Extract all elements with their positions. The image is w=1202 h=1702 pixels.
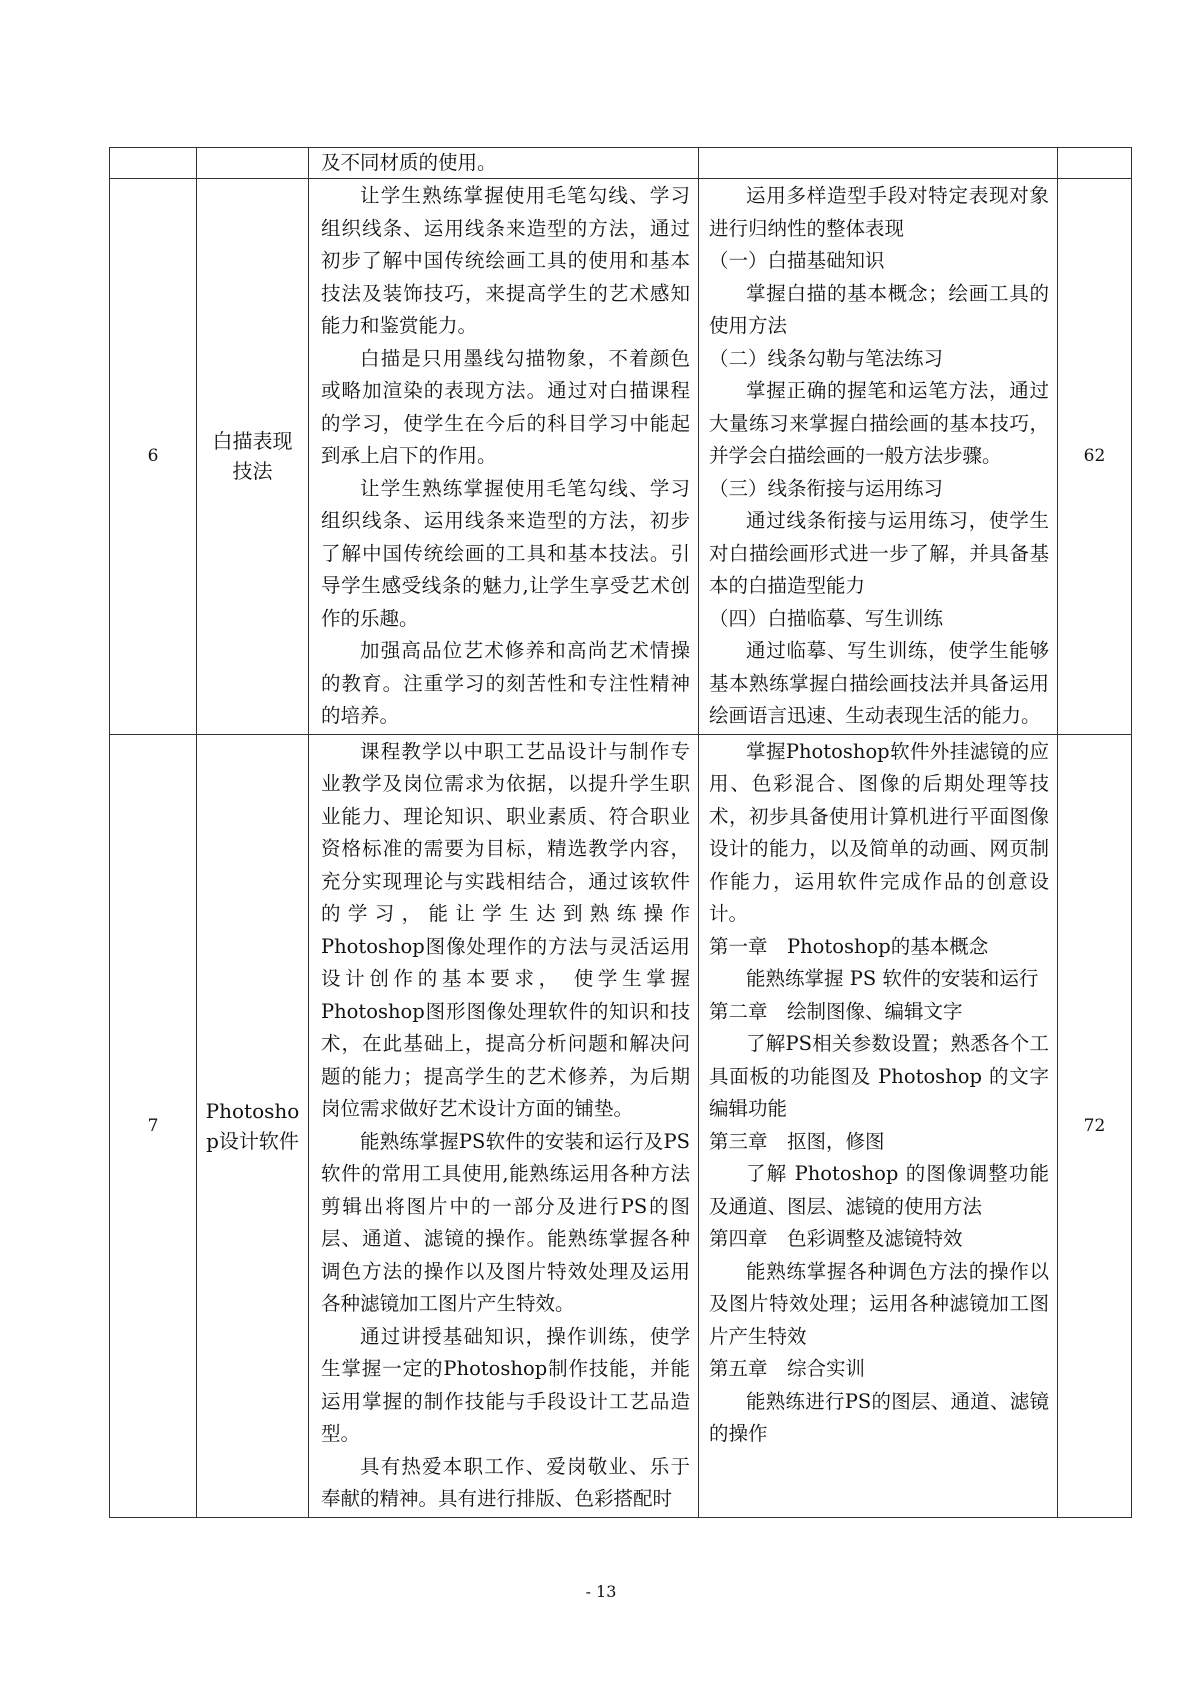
content-paragraph: 通过线条衔接与运用练习，使学生对白描绘画形式进一步了解，并具备基本的白描造型能力	[709, 509, 1049, 597]
content-heading: （一）白描基础知识	[709, 249, 885, 272]
content-paragraph: 能熟练掌握 PS 软件的安装和运行	[746, 967, 1039, 990]
content-heading: 第二章 绘制图像、编辑文字	[709, 999, 963, 1023]
table-row-6	[110, 179, 1132, 735]
cell-goal	[309, 179, 699, 735]
course-table	[109, 147, 1132, 1518]
table-row-continuation	[110, 148, 1132, 179]
goal-paragraph: 通过讲授基础知识，操作训练，使学生掌握一定的Photoshop制作技能，并能运用掌握的制作技能与手段设计工艺品造型。	[321, 1324, 690, 1445]
content-paragraph: 了解 Photoshop 的图像调整功能及通道、图层、滤镜的使用方法	[709, 1162, 1049, 1218]
cell-no: 7	[110, 734, 197, 1517]
content-paragraph: 运用多样造型手段对特定表现对象进行归纳性的整体表现	[709, 184, 1049, 240]
page-number: - 13	[585, 1582, 617, 1601]
goal-paragraph: 具有热爱本职工作、爱岗敬业、乐于奉献的精神。具有进行排版、色彩搭配时	[321, 1454, 690, 1510]
table-row-7	[110, 734, 1132, 1517]
cell-hours	[1058, 148, 1132, 179]
cell-hours: 72	[1058, 734, 1132, 1517]
content-paragraph: 通过临摹、写生训练，使学生能够基本熟练掌握白描绘画技法并具备运用绘画语言迅速、生动表现生活的能力。	[709, 639, 1049, 727]
goal-paragraph: 课程教学以中职工艺品设计与制作专业教学及岗位需求为依据，以提升学生职业能力、理论知识、职业素质、符合职业资格标准的需要为目标，精选教学内容，充分实现理论与实践相结合，通过该软件的学习，能让学生达到熟练操作Photoshop图像处理作的方法与灵活运用设计创作的基本要求， 使学生掌握Photoshop图形图像处理软件的知识和技术，在此基础上，提高分析问题和解决问题的能力；提高学生的艺术修养，为后期岗位需求做好艺术设计方面的铺垫。	[321, 739, 690, 1120]
cell-content	[699, 179, 1058, 735]
content-paragraph: 了解PS相关参数设置；熟悉各个工具面板的功能图及 Photoshop 的文字编辑功能	[709, 1032, 1049, 1120]
goal-paragraph: 能熟练掌握PS软件的安装和运行及PS软件的常用工具使用,能熟练运用各种方法剪辑出将图片中的一部分及进行PS的图层、通道、滤镜的操作。能熟练掌握各种调色方法的操作以及图片特效处理及运用各种滤镜加工图片产生特效。	[321, 1129, 690, 1315]
goal-paragraph: 让学生熟练掌握使用毛笔勾线、学习组织线条、运用线条来造型的方法，初步了解中国传统绘画的工具和基本技法。引导学生感受线条的魅力,让学生享受艺术创作的乐趣。	[321, 476, 690, 630]
content-paragraph: 能熟练掌握各种调色方法的操作以及图片特效处理；运用各种滤镜加工图片产生特效	[709, 1259, 1049, 1348]
content-paragraph: 掌握正确的握笔和运笔方法，通过大量练习来掌握白描绘画的基本技巧，并学会白描绘画的一般方法步骤。	[709, 379, 1049, 467]
content-heading: 第一章 Photoshop的基本概念	[709, 934, 989, 958]
cell-hours: 62	[1058, 179, 1132, 735]
content-paragraph: 能熟练进行PS的图层、通道、滤镜的操作	[709, 1389, 1049, 1445]
content-heading: 第四章 色彩调整及滤镜特效	[709, 1227, 963, 1250]
content-heading: 第三章 抠图，修图	[709, 1129, 885, 1153]
cell-goal	[309, 734, 699, 1517]
content-heading: （二）线条勾勒与笔法练习	[709, 346, 944, 370]
cell-no: 6	[110, 179, 197, 735]
content-heading: （三）线条衔接与运用练习	[709, 476, 944, 500]
cell-name: Photoshop设计软件	[197, 734, 309, 1517]
content-paragraph: 掌握白描的基本概念；绘画工具的使用方法	[709, 281, 1049, 337]
cell-content	[699, 148, 1058, 179]
cell-name: 白描表现技法	[197, 179, 309, 735]
goal-paragraph: 及不同材质的使用。	[321, 151, 497, 174]
cell-no	[110, 148, 197, 179]
goal-paragraph: 白描是只用墨线勾描物象，不着颜色或略加渲染的表现方法。通过对白描课程的学习，使学生在今后的科目学习中能起到承上启下的作用。	[321, 346, 690, 467]
goal-paragraph: 让学生熟练掌握使用毛笔勾线、学习组织线条、运用线条来造型的方法，通过初步了解中国传统绘画工具的使用和基本技法及装饰技巧，来提高学生的艺术感知能力和鉴赏能力。	[321, 184, 690, 337]
cell-content	[699, 734, 1058, 1517]
cell-goal	[309, 148, 699, 179]
cell-name	[197, 148, 309, 179]
content-heading: （四）白描临摹、写生训练	[709, 606, 944, 630]
content-paragraph: 掌握Photoshop软件外挂滤镜的应用、色彩混合、图像的后期处理等技术，初步具备使用计算机进行平面图像设计的能力，以及简单的动画、网页制作能力，运用软件完成作品的创意设计。	[709, 739, 1049, 925]
content-heading: 第五章 综合实训	[709, 1357, 866, 1380]
goal-paragraph: 加强高品位艺术修养和高尚艺术情操的教育。注重学习的刻苦性和专注性精神的培养。	[321, 639, 690, 727]
